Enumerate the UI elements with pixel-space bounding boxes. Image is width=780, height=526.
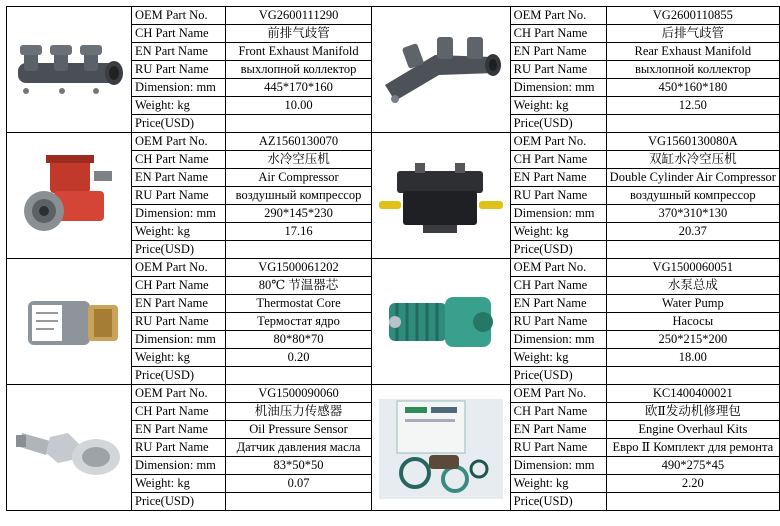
en-part-name-value: Water Pump [606,295,779,313]
ru-part-name-value: воздушный компрессор [606,187,779,205]
product-image-cell [7,7,132,133]
dimension-label: Dimension: mm [510,457,606,475]
dimension-value: 370*310*130 [606,205,779,223]
ch-part-name-label: CH Part Name [132,25,226,43]
ru-part-name-label: RU Part Name [510,313,606,331]
oem-part-no-label: OEM Part No. [510,385,606,403]
weight-value: 10.00 [226,97,371,115]
price-value [226,115,371,133]
product-image-cell [371,133,510,259]
en-part-name-value: Air Compressor [226,169,371,187]
dimension-value: 290*145*230 [226,205,371,223]
price-label: Price(USD) [132,493,226,511]
ru-part-name-value: Евро Ⅱ Комплект для ремонта [606,439,779,457]
ch-part-name-value: 后排气歧管 [606,25,779,43]
ru-part-name-label: RU Part Name [510,439,606,457]
price-label: Price(USD) [510,493,606,511]
ru-part-name-value: выхлопной коллектор [606,61,779,79]
product-image-cell [371,259,510,385]
ch-part-name-value: 水冷空压机 [226,151,371,169]
ru-part-name-label: RU Part Name [510,187,606,205]
product-image-cell [371,7,510,133]
en-part-name-value: Double Cylinder Air Compressor [606,169,779,187]
oem-part-no-value: VG1500090060 [226,385,371,403]
weight-label: Weight: kg [510,475,606,493]
ch-part-name-value: 80℃ 节温器芯 [226,277,371,295]
ch-part-name-value: 机油压力传感器 [226,403,371,421]
weight-label: Weight: kg [132,349,226,367]
weight-label: Weight: kg [132,97,226,115]
ch-part-name-value: 双缸水冷空压机 [606,151,779,169]
oem-part-no-label: OEM Part No. [132,7,226,25]
oem-part-no-value: VG2600110855 [606,7,779,25]
weight-label: Weight: kg [510,97,606,115]
en-part-name-value: Rear Exhaust Manifold [606,43,779,61]
table-row [7,385,780,403]
water-pump-photo [375,267,507,377]
price-value [606,241,779,259]
product-image-cell [7,385,132,511]
dimension-value: 250*215*200 [606,331,779,349]
en-part-name-label: EN Part Name [132,169,226,187]
ch-part-name-label: CH Part Name [132,151,226,169]
ru-part-name-label: RU Part Name [132,313,226,331]
weight-value: 0.20 [226,349,371,367]
oem-part-no-label: OEM Part No. [510,259,606,277]
double-cylinder-compressor-photo [375,141,507,251]
table-row [7,133,780,151]
oem-part-no-value: VG1500060051 [606,259,779,277]
front-exhaust-manifold-photo [10,15,128,125]
price-value [606,115,779,133]
ru-part-name-label: RU Part Name [132,439,226,457]
ru-part-name-label: RU Part Name [132,61,226,79]
dimension-value: 80*80*70 [226,331,371,349]
dimension-label: Dimension: mm [132,331,226,349]
weight-value: 17.16 [226,223,371,241]
en-part-name-label: EN Part Name [510,169,606,187]
weight-label: Weight: kg [510,223,606,241]
product-table [6,6,780,511]
dimension-label: Dimension: mm [132,205,226,223]
price-value [226,367,371,385]
price-value [606,493,779,511]
ch-part-name-label: CH Part Name [132,277,226,295]
dimension-value: 490*275*45 [606,457,779,475]
en-part-name-value: Front Exhaust Manifold [226,43,371,61]
price-label: Price(USD) [132,115,226,133]
table-row [7,7,780,25]
ch-part-name-label: CH Part Name [132,403,226,421]
en-part-name-label: EN Part Name [510,43,606,61]
en-part-name-value: Thermostat Core [226,295,371,313]
en-part-name-label: EN Part Name [132,43,226,61]
oem-part-no-label: OEM Part No. [132,133,226,151]
en-part-name-label: EN Part Name [510,295,606,313]
price-label: Price(USD) [510,241,606,259]
oem-part-no-label: OEM Part No. [510,7,606,25]
oem-part-no-value: KC1400400021 [606,385,779,403]
ru-part-name-value: Термостат ядро [226,313,371,331]
ch-part-name-label: CH Part Name [510,277,606,295]
ru-part-name-value: воздушный компрессор [226,187,371,205]
dimension-label: Dimension: mm [132,457,226,475]
ch-part-name-label: CH Part Name [510,151,606,169]
weight-value: 0.07 [226,475,371,493]
weight-label: Weight: kg [132,223,226,241]
price-value [226,241,371,259]
oem-part-no-value: AZ1560130070 [226,133,371,151]
dimension-label: Dimension: mm [510,205,606,223]
dimension-label: Dimension: mm [132,79,226,97]
weight-value: 2.20 [606,475,779,493]
en-part-name-label: EN Part Name [132,295,226,313]
price-value [226,493,371,511]
dimension-value: 450*160*180 [606,79,779,97]
price-label: Price(USD) [132,241,226,259]
ru-part-name-value: Датчик давления масла [226,439,371,457]
weight-label: Weight: kg [510,349,606,367]
ch-part-name-value: 水泵总成 [606,277,779,295]
product-image-cell [371,385,510,511]
product-image-cell [7,259,132,385]
dimension-value: 83*50*50 [226,457,371,475]
price-label: Price(USD) [510,115,606,133]
oem-part-no-value: VG2600111290 [226,7,371,25]
ru-part-name-label: RU Part Name [132,187,226,205]
en-part-name-label: EN Part Name [132,421,226,439]
ru-part-name-value: Насосы [606,313,779,331]
product-image-cell [7,133,132,259]
dimension-value: 445*170*160 [226,79,371,97]
weight-value: 18.00 [606,349,779,367]
oem-part-no-value: VG1560130080A [606,133,779,151]
price-label: Price(USD) [132,367,226,385]
rear-exhaust-manifold-photo [375,15,507,125]
oem-part-no-label: OEM Part No. [132,259,226,277]
oem-part-no-label: OEM Part No. [132,385,226,403]
price-label: Price(USD) [510,367,606,385]
dimension-label: Dimension: mm [510,79,606,97]
en-part-name-value: Oil Pressure Sensor [226,421,371,439]
ch-part-name-label: CH Part Name [510,25,606,43]
oil-pressure-sensor-photo [10,393,128,503]
oem-part-no-label: OEM Part No. [510,133,606,151]
ch-part-name-label: CH Part Name [510,403,606,421]
ru-part-name-label: RU Part Name [510,61,606,79]
dimension-label: Dimension: mm [510,331,606,349]
air-compressor-photo [10,141,128,251]
table-row [7,259,780,277]
weight-label: Weight: kg [132,475,226,493]
ru-part-name-value: выхлопной коллектор [226,61,371,79]
weight-value: 12.50 [606,97,779,115]
price-value [606,367,779,385]
ch-part-name-value: 前排气歧管 [226,25,371,43]
thermostat-core-photo [10,267,128,377]
en-part-name-value: Engine Overhaul Kits [606,421,779,439]
ch-part-name-value: 欧Ⅱ发动机修理包 [606,403,779,421]
engine-overhaul-kit-photo [375,393,507,503]
weight-value: 20.37 [606,223,779,241]
oem-part-no-value: VG1500061202 [226,259,371,277]
en-part-name-label: EN Part Name [510,421,606,439]
